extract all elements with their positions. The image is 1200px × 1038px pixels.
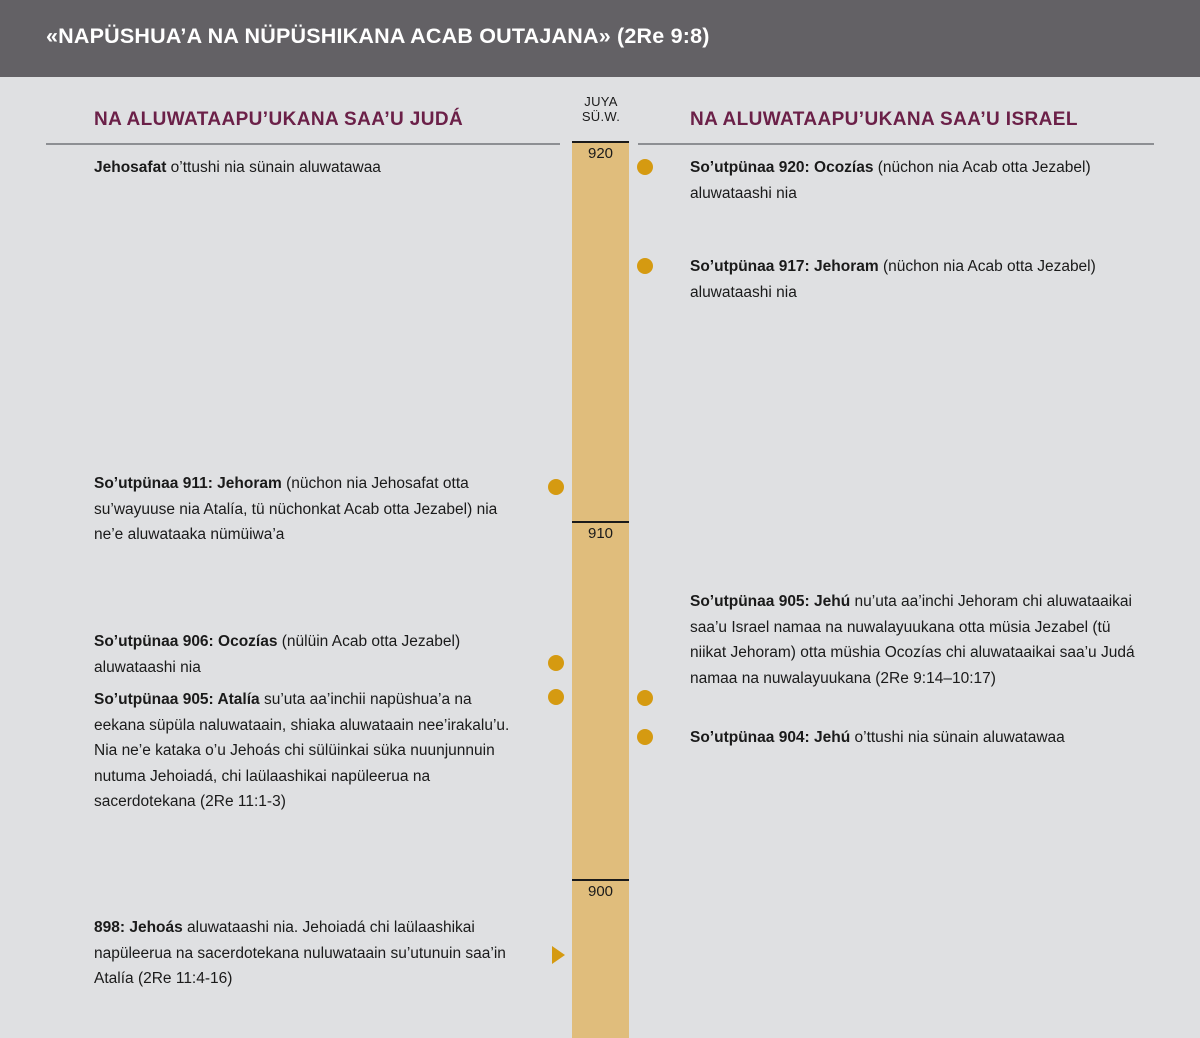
page-title: «NAPÜSHUA’A NA NÜPÜSHIKANA ACAB OUTAJANA» (2Re 9:8) [46, 24, 710, 48]
year-tick-910 [572, 521, 629, 542]
entry-israel-920-ocozias [690, 155, 1140, 206]
marker-dot-judah-905 [548, 689, 564, 705]
entry-text: aluwataashi nia. Jehoiadá chi laülaashikai napüleerua na sacerdotekana nuluwataain su’utunuin saa’in Atalía (2Re 11:4-16) [94, 919, 506, 987]
marker-dot-israel-920 [637, 159, 653, 175]
entry-judah-jehosafat [94, 155, 524, 181]
entry-judah-906-ocozias [94, 629, 524, 680]
marker-dot-israel-904 [637, 729, 653, 745]
tick-label: 910 [587, 525, 614, 542]
entry-label: 898: Jehoás [94, 919, 183, 936]
marker-dot-judah-911 [548, 479, 564, 495]
entry-judah-905-atalia [94, 687, 524, 815]
entry-label: Jehosafat [94, 159, 167, 176]
axis-label [562, 94, 640, 124]
year-tick-900 [572, 879, 629, 900]
entry-judah-911-jehoram [94, 471, 524, 548]
entry-israel-917-jehoram [690, 254, 1140, 305]
axis-label-line-2: SÜ.W. [581, 109, 621, 124]
marker-triangle-judah-898 [552, 946, 565, 964]
marker-dot-israel-905 [637, 690, 653, 706]
marker-dot-judah-906 [548, 655, 564, 671]
tick-label: 920 [587, 145, 614, 162]
year-tick-920 [572, 141, 629, 162]
entry-text: o’ttushi nia sünain aluwatawaa [850, 729, 1065, 746]
entry-text: (nülüin Acab otta Jezabel) aluwataashi nia [94, 633, 461, 676]
entry-label: So’utpünaa 917: Jehoram [690, 258, 879, 275]
entry-text: (nüchon nia Acab otta Jezabel) aluwataashi nia [690, 258, 1096, 301]
entry-label: So’utpünaa 911: Jehoram [94, 475, 282, 492]
axis-label-line-1: JUYA [584, 94, 618, 109]
entry-text: (nüchon nia Jehosafat otta su’wayuuse nia Atalía, tü nüchonkat Acab otta Jezabel) nia ne’e aluwataaka nümüiwa’a [94, 475, 498, 543]
entry-israel-905-jehu [690, 589, 1140, 691]
entry-text: o’ttushi nia sünain aluwatawaa [166, 159, 381, 176]
heading-rule-left [46, 143, 560, 145]
column-heading-israel: NA ALUWATAAPU’UKANA SAA’U ISRAEL [690, 109, 1078, 130]
entry-label: So’utpünaa 905: Atalía [94, 691, 260, 708]
entry-label: So’utpünaa 904: Jehú [690, 729, 851, 746]
entry-label: So’utpünaa 920: Ocozías [690, 159, 874, 176]
entry-judah-898-jehoas [94, 915, 524, 992]
tick-label: 900 [587, 883, 614, 900]
column-heading-judah: NA ALUWATAAPU’UKANA SAA’U JUDÁ [94, 109, 464, 130]
entry-text: su’uta aa’inchii napüshua’a na eekana süpüla naluwataain, shiaka aluwataain nee’irakalu’u. Nia ne’e kataka o’u Jehoás chi sülüinkai süka nuunjunnuin nutuma Jehoiadá, chi laülaashikai napüleerua na sacerdotekana (2Re 11:1-3) [94, 691, 510, 810]
marker-dot-israel-917 [637, 258, 653, 274]
entry-label: So’utpünaa 905: Jehú [690, 593, 851, 610]
entry-israel-904-jehu [690, 725, 1140, 751]
entry-text: nu’uta aa’inchi Jehoram chi aluwataaikai saa’u Israel namaa na nuwalayuukana otta müsia Jezabel (tü niikat Jehoram) otta müshia Ocozías chi aluwataaikai saa’u Judá namaa na nuwalayuukana (2Re 9:14–10:17) [690, 593, 1135, 687]
timeline-stage [0, 77, 1200, 1038]
timeline-bar [572, 141, 629, 1038]
entry-text: (nüchon nia Acab otta Jezabel) aluwataashi nia [690, 159, 1091, 202]
heading-rule-right [638, 143, 1154, 145]
entry-label: So’utpünaa 906: Ocozías [94, 633, 278, 650]
